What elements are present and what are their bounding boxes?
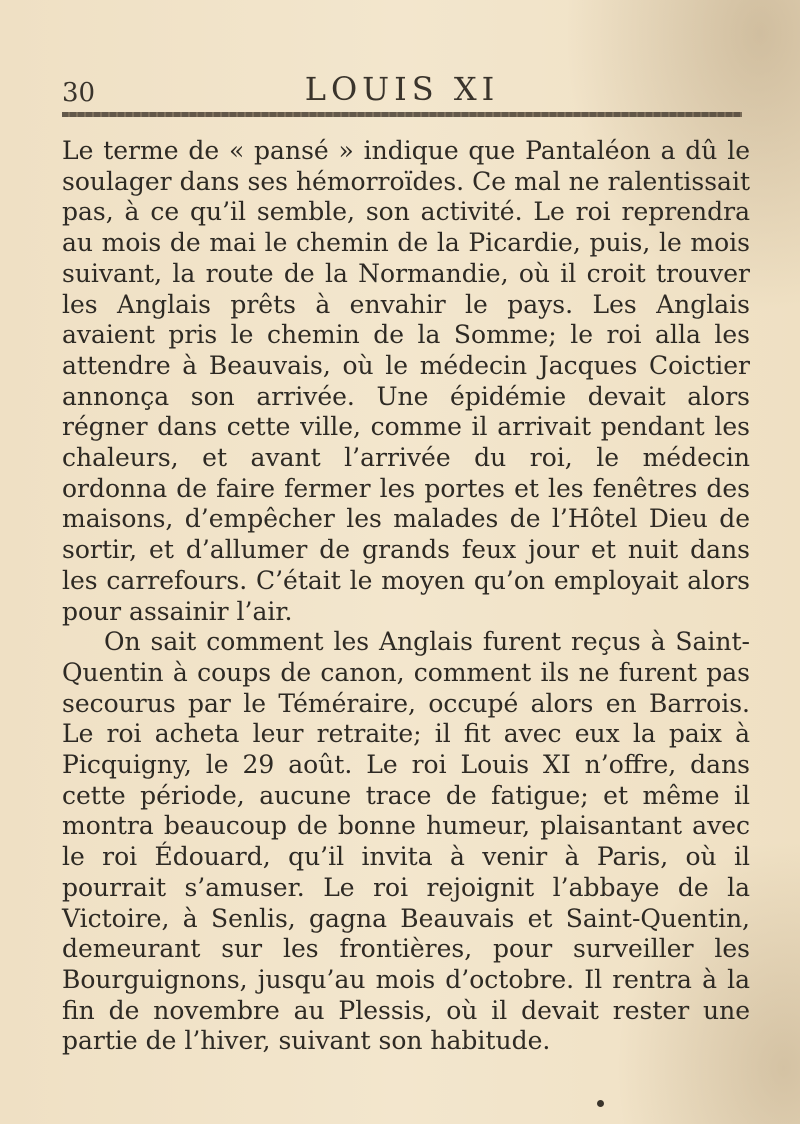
running-title: LOUIS XI — [304, 70, 500, 108]
ink-dot — [597, 1100, 604, 1107]
paragraph-2: On sait comment les Anglais furent reçus à Saint-Quentin à coups de canon, comment ils ne furent pas secourus par le Téméraire, occupé alors en Barrois. Le roi acheta leur retraite; il fit avec eux la paix à Picquigny, le 29 août. Le roi Louis XI n’offre, dans cette période, aucune trace de fatigue; et même il montra beaucoup de bonne humeur, plaisantant avec le roi Édouard, qu’il invita à venir à Paris, où il pourrait s’amuser. Le roi rejoignit l’abbaye de la Victoire, à Senlis, gagna Beauvais et Saint-Quentin, demeurant sur les frontières, pour surveiller les Bourguignons, jusqu’au mois d’octobre. Il rentra à la fin de novembre au Plessis, où il devait rester une partie de l’hiver, suivant son habitude. — [62, 627, 750, 1056]
paragraph-1: Le terme de « pansé » indique que Pantaléon a dû le soulager dans ses hémorroïdes. Ce mal ne ralentissait pas, à ce qu’il semble, son activité. Le roi reprendra au mois de mai le chemin de la Picardie, puis, le mois suivant, la route de la Normandie, où il croit trouver les Anglais prêts à envahir le pays. Les Anglais avaient pris le chemin de la Somme; le roi alla les attendre à Beauvais, où le médecin Jacques Coictier annonça son arrivée. Une épidémie devait alors régner dans cette ville, comme il arrivait pendant les chaleurs, et avant l’arrivée du roi, le médecin ordonna de faire fermer les portes et les fenêtres des maisons, d’empêcher les malades de l’Hôtel Dieu de sortir, et d’allumer de grands feux jour et nuit dans les carrefours. C’était le moyen qu’on employait alors pour assainir l’air. — [62, 136, 750, 626]
body-text — [62, 136, 750, 1057]
header-rule — [62, 112, 742, 117]
page-number: 30 — [62, 78, 96, 108]
running-head — [62, 70, 742, 110]
